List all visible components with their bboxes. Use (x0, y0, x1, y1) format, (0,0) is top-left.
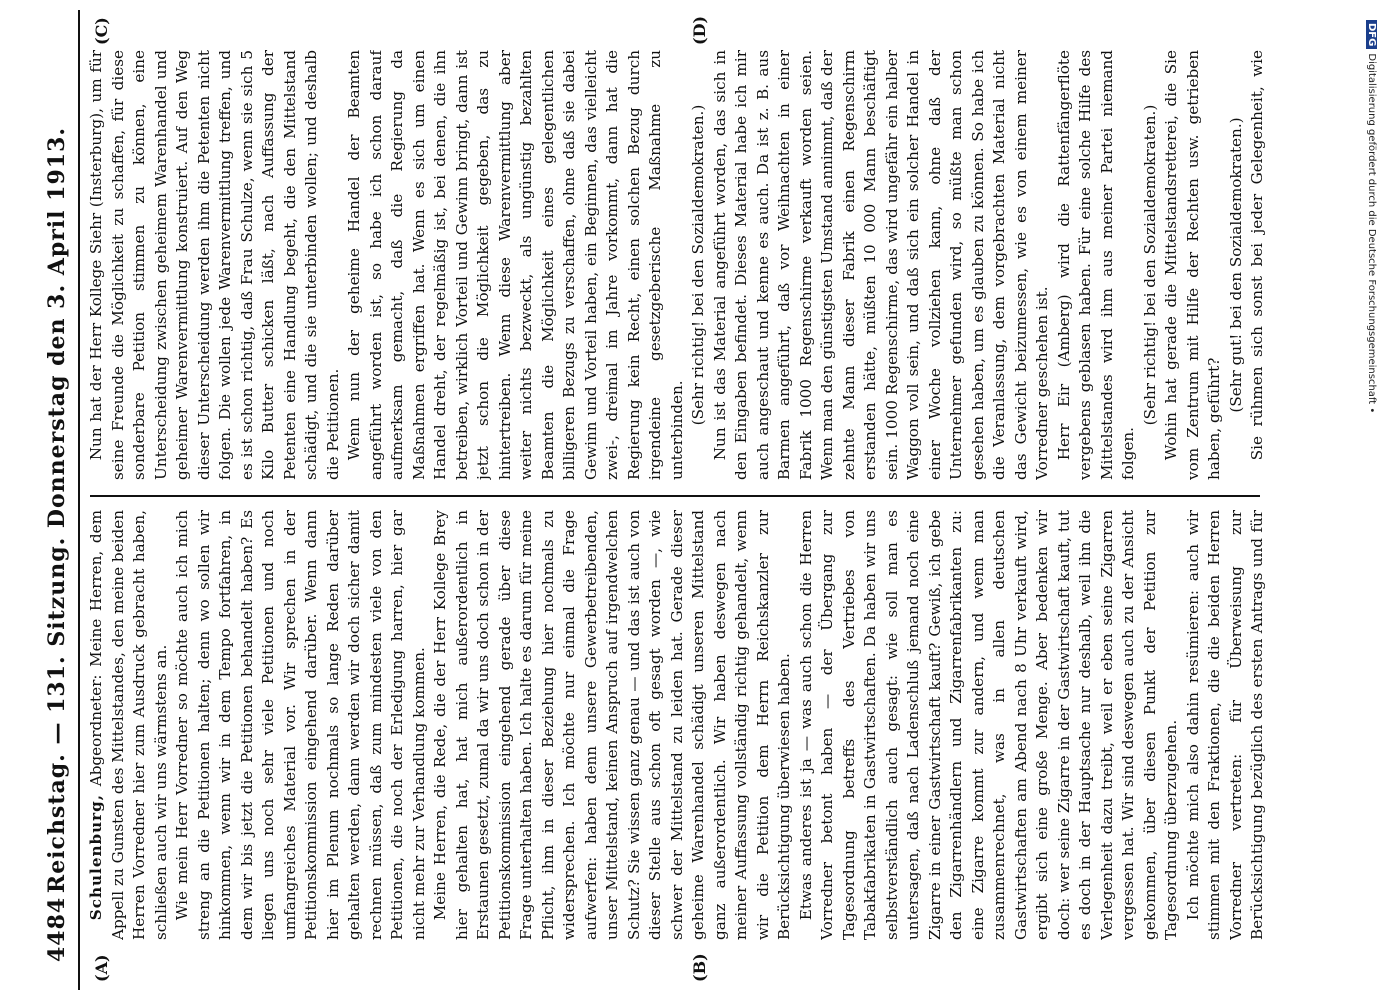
paragraph-text: Etwas anderes ist ja — was auch schon die Herren Vorredner betont haben — der Übergang zur Tagesordnung betreffs des Vertriebes von Tabakfabrikaten in Gastwirtschaften. Da haben wir uns selbstverständlich auch gesagt: wie soll man es untersagen, daß nach Ladenschluß jemand noch eine Zigarre in einer Gastwirtschaft kauft? Gewiß, ich gebe den Zigarrenhändlern und Zigarrenfabrikanten zu: eine Zigarre kommt zur andern, und wenn man zusammenrechnet, was in allen deutschen Gastwirtschaften am Abend nach 8 Uhr verkauft wird, ergibt sich eine große Menge. Aber bedenken wir doch: wer seine Zigarre in der Gastwirtschaft kauft, tut es doch in der Hauptsache nur deshalb, weil ihn die Verlegenheit dazu treibt, weil er eben seine Zigarren vergessen hat. Wir sind deswegen auch zu der Ansicht gekommen, über diesen Punkt der Petition zur Tagesordnung überzugehen. (796, 510, 1180, 940)
paragraph-text: Wenn nun der geheime Handel der Beamten angeführt worden ist, so habe ich schon darauf aufmerksam gemacht, daß die Regierung da Maßnahmen ergriffen hat. Wenn es sich um einen Handel dreht, der regelmäßig ist, bei denen, die ihn betreiben, wirklich Vorteil und Gewinn bringt, dann ist jetzt schon die Möglichkeit gegeben, das zu hintertreiben. Wenn diese Warenvermittlung aber weiter nichts bezweckt, als ungünstig bezahlten Beamten die Möglichkeit eines gelegentlichen billigeren Bezugs zu verschaffen, ohne daß sie dabei Gewinn und Vorteil haben, ein Beginnen, das vielleicht zwei-, dreimal im Jahre vorkommt, dann hat die Regierung kein Recht, einen solchen Bezug durch irgendeine gesetzgeberische Maßnahme zu unterbinden. (345, 50, 686, 480)
page-title: Reichstag. — 131. Sitzung. Donnerstag den 3. April 1913. (44, 126, 70, 894)
paragraph-text: Sie rühmen sich sonst bei jeder Gelegenheit, wie (1248, 50, 1266, 461)
body-paragraph (172, 510, 430, 940)
body-paragraph (86, 50, 344, 480)
interjection (1140, 50, 1162, 480)
left-column (86, 510, 1266, 940)
body-paragraph (1183, 510, 1267, 940)
paragraph-text: Ich möchte mich also dahin resümieren: auch wir stimmen mit den Fraktionen, die die beiden Herren Vorredner vertreten: für Überweisung zur Berücksichtigung bezüglich des ersten Antrags und für (1183, 510, 1266, 940)
body-paragraph (796, 510, 1183, 940)
paragraph-text: Wohin hat gerade die Mittelstandsretterei, die Sie vom Zentrum mit Hilfe der Rechten usw. getrieben haben, geführt? (1162, 50, 1223, 480)
margin-mark-d: (D) (690, 15, 709, 45)
body-paragraph (1247, 50, 1266, 480)
speech-paragraph (86, 510, 172, 940)
digitization-text: Digitalisierung gefördert durch die Deutsche Forschungsgemeinschaft • (1366, 53, 1377, 414)
page-number: 4484 (44, 896, 70, 962)
interjection-text: (Sehr gut! bei den Sozialdemokraten.) (1226, 117, 1245, 413)
body-paragraph (430, 510, 796, 940)
digitization-note (1363, 20, 1379, 920)
right-column (86, 50, 1266, 480)
margin-mark-b: (B) (690, 953, 709, 982)
body-paragraph (1161, 50, 1226, 480)
speaker-name: Schulenburg, (87, 793, 105, 921)
interjection-text: (Sehr richtig! bei den Sozialdemokraten.) (689, 104, 707, 426)
margin-mark-c: (C) (92, 17, 111, 45)
body-paragraph (344, 50, 688, 480)
paragraph-text: Herr Eir (Amberg) wird die Rattenfängerflöte vergebens geblasen haben. Für eine solche Hilfe des Mittelstandes wird ihm aus meiner Partei niemand folgen. (1054, 50, 1137, 480)
interjection (1226, 50, 1248, 480)
interjection (688, 50, 710, 480)
paragraph-text: Meine Herren, die Rede, die der Herr Kollege Brey hier gehalten hat, hat mich außerordentlich in Erstaunen gesetzt, zumal da wir uns doch schon in der Petitionskommission eingehend gerade über diese Frage unterhalten haben. Ich halte es darum für meine Pflicht, ihm in dieser Beziehung hier nochmals zu widersprechen. Ich möchte nur einmal die Frage aufwerfen: haben denn unsere Gewerbetreibenden, unser Mittelstand, keinen Anspruch auf irgendwelchen Schutz? Sie wissen ganz genau — und das ist auch von dieser Stelle aus schon oft gesagt worden —, wie schwer der Mittelstand zu leiden hat. Gerade dieser geheime Warenhandel schädigt unseren Mittelstand ganz außerordentlich. Wir haben deswegen nach meiner Auffassung vollständig richtig gehandelt, wenn wir die Petition dem Herrn Reichskanzler zur Berücksichtigung überwiesen haben. (431, 510, 793, 940)
margin-mark-a: (A) (92, 954, 111, 982)
speech-text: Abgeordneter: Meine Herren, dem Appell zu Gunsten des Mittelstandes, den meine beiden Herren Vorredner hier zum Ausdruck gebracht haben, schließen auch wir uns wärmstens an. (87, 510, 170, 940)
interjection-text: (Sehr richtig! bei den Sozialdemokraten.) (1140, 104, 1159, 426)
body-paragraph (710, 50, 1054, 480)
paragraph-text: Nun ist das Material angeführt worden, das sich in den Eingaben befindet. Dieses Material habe ich mir auch angeschaut und kenne es auch. Da ist z. B. aus Barmen angeführt, daß vor Weihnachten in einer Fabrik 1000 Regenschirme verkauft worden seien. Wenn man den günstigsten Umstand annimmt, daß der zehnte Mann dieser Fabrik einen Regenschirm erstanden hätte, müßten 10 000 Mann beschäftigt sein. 1000 Regenschirme, das wird ungefähr ein halber Waggon voll sein, und daß sich ein solcher Handel in einer Woche vollziehen kann, ohne daß der Unternehmer gefunden wird, so müßte man schon gesehen haben, um es glauben zu können. So habe ich die Veranlassung, dem vorgebrachten Material nicht das Gewicht beizumessen, wie es von einem meiner Vorredner geschehen ist. (710, 50, 1051, 480)
paragraph-text: Wie mein Herr Vorredner so möchte auch ich mich streng an die Petitionen halten; denn wo sollen wir hinkommen, wenn wir in dem Tempo fortfahren, in dem wir bis jetzt die Petitionen behandelt haben? Es liegen uns noch sehr viele Petitionen und noch umfangreiches Material vor. Wir sprechen in der Petitionskommission eingehend darüber. Wenn dann hier im Plenum nochmals so lange Reden darüber gehalten werden, dann werden wir doch sicher damit rechnen müssen, daß zum mindesten viele von den Petitionen, die noch der Erledigung harren, hier gar nicht mehr zur Verhandlung kommen. (173, 510, 428, 940)
paragraph-text: Nun hat der Herr Kollege Siehr (Insterburg), um für seine Freunde die Möglichkeit zu schaffen, für diese sonderbare Petition stimmen zu können, eine Unterscheidung zwischen geheimem Warenhandel und geheimer Warenvermittlung konstruiert. Auf den Weg dieser Unterscheidung werden ihm die Petenten nicht folgen. Die wollen jede Warenvermittlung treffen, und es ist schon richtig, daß Frau Schulze, wenn sie sich 5 Kilo Butter schicken läßt, nach Auffassung der Petenten eine Handlung begeht, die den Mittelstand schädigt, und die sie unterbinden wollen; und deshalb die Petitionen. (87, 50, 342, 480)
column-divider (90, 495, 1260, 497)
dfg-logo: DFG (1366, 20, 1377, 49)
page-header (38, 10, 80, 990)
body-paragraph (1054, 50, 1140, 480)
